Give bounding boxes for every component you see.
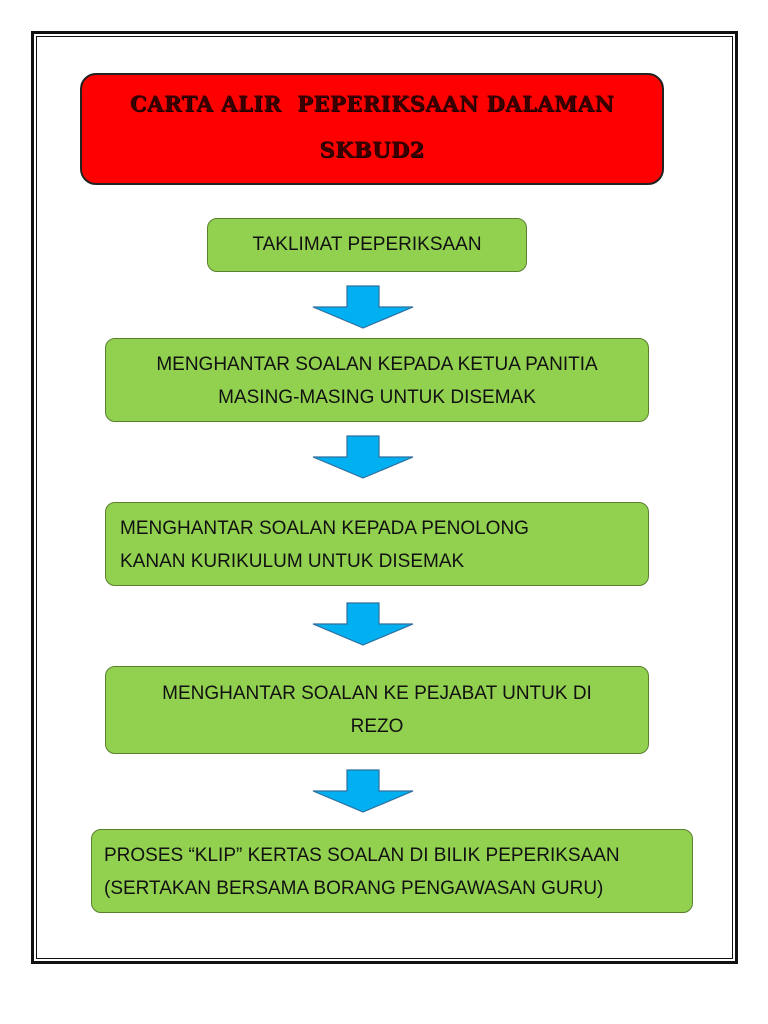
step-4-line-1: MENGHANTAR SOALAN KE PEJABAT UNTUK DI [162, 683, 592, 704]
step-4-line-2: REZO [350, 716, 404, 737]
step-3-line-2: KANAN KURIKULUM UNTUK DISEMAK [120, 551, 465, 572]
step-clip-papers [91, 829, 693, 913]
step-2-line-1: MENGHANTAR SOALAN KEPADA KETUA PANITIA [156, 354, 598, 375]
flowchart-title [80, 73, 664, 185]
step-5-line-1: PROSES “KLIP” KERTAS SOALAN DI BILIK PEPERIKSAAN [104, 845, 620, 866]
step-3-line-1: MENGHANTAR SOALAN KEPADA PENOLONG [120, 518, 529, 539]
step-send-to-curriculum-assistant [105, 502, 649, 586]
title-line-1: CARTA ALIR PEPERIKSAAN DALAMAN [129, 91, 615, 116]
down-arrow-icon [311, 435, 415, 479]
title-line-2: SKBUD2 [319, 137, 425, 162]
step-briefing [207, 218, 527, 272]
step-send-to-panel-head [105, 338, 649, 422]
step-1-line-1: TAKLIMAT PEPERIKSAAN [252, 234, 482, 255]
step-5-line-2: (SERTAKAN BERSAMA BORANG PENGAWASAN GURU) [104, 878, 604, 899]
step-2-line-2: MASING-MASING UNTUK DISEMAK [218, 387, 536, 408]
down-arrow-icon [311, 285, 415, 329]
down-arrow-icon [311, 769, 415, 813]
down-arrow-icon [311, 602, 415, 646]
step-send-to-office [105, 666, 649, 754]
